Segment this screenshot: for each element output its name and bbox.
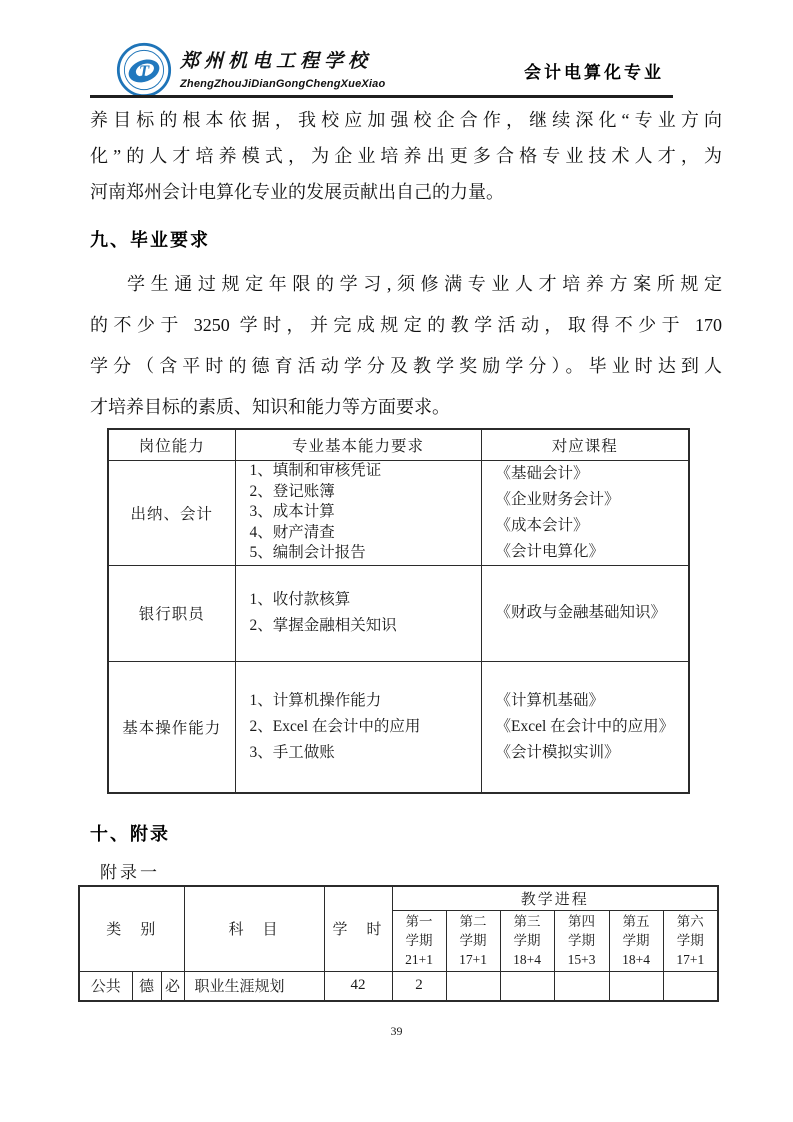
hours-header-cell: 学 时 bbox=[324, 886, 392, 971]
course-item: 《计算机基础》 bbox=[495, 691, 605, 709]
svg-text:T: T bbox=[138, 61, 150, 81]
ability-item: 1、计算机操作能力 bbox=[249, 691, 382, 709]
semester-name: 第一 bbox=[405, 914, 433, 929]
category-cell: 公共 bbox=[79, 971, 132, 1001]
ability-item: 5、编制会计报告 bbox=[249, 544, 366, 562]
semester-value-cell bbox=[663, 971, 718, 1001]
ability-item: 2、登记账簿 bbox=[249, 482, 335, 500]
ability-item: 1、填制和审核凭证 bbox=[249, 462, 382, 480]
semester-weeks: 18+4 bbox=[622, 952, 650, 967]
table1-header-abilities: 专业基本能力要求 bbox=[235, 429, 481, 460]
ability-item: 1、收付款核算 bbox=[249, 591, 351, 608]
semester-weeks: 15+3 bbox=[567, 952, 596, 967]
position-cell: 基本操作能力 bbox=[108, 661, 235, 793]
courses-cell bbox=[481, 661, 689, 793]
semester-name: 学期 bbox=[459, 933, 487, 948]
course-item: 《成本会计》 bbox=[495, 516, 589, 534]
ability-item: 3、成本计算 bbox=[249, 503, 335, 521]
category-sub-cell-required: 必 bbox=[161, 971, 184, 1001]
semester-name: 第二 bbox=[459, 914, 487, 929]
ability-item: 3、手工做账 bbox=[249, 743, 335, 761]
semester-header-cell bbox=[609, 910, 663, 971]
graduation-line: 学生通过规定年限的学习,须修满专业人才培养方案所规定 bbox=[127, 274, 722, 294]
semester-weeks: 21+1 bbox=[405, 952, 433, 967]
subject-cell: 职业生涯规划 bbox=[184, 971, 324, 1001]
table1-header-row bbox=[108, 429, 689, 460]
semester-weeks: 18+4 bbox=[513, 952, 541, 967]
course-item: 《财政与金融基础知识》 bbox=[495, 604, 667, 621]
semester-value-cell bbox=[446, 971, 500, 1001]
semester-weeks: 17+1 bbox=[676, 952, 705, 967]
position-cell: 出纳、会计 bbox=[108, 460, 235, 565]
semester-header-cell bbox=[392, 910, 446, 971]
category-header-cell: 类 别 bbox=[79, 886, 184, 971]
semester-name: 学期 bbox=[405, 933, 433, 948]
table1-row-cashier-accountant bbox=[108, 460, 689, 565]
intro-line: 养目标的根本依据，我校应加强校企合作，继续深化“专业方向 bbox=[90, 110, 722, 130]
course-item: 《基础会计》 bbox=[495, 464, 589, 482]
semester-header-cell bbox=[554, 910, 609, 971]
semester-name: 学期 bbox=[622, 933, 650, 948]
ability-item: 2、Excel 在会计中的应用 bbox=[249, 717, 421, 735]
abilities-cell bbox=[235, 661, 481, 793]
course-item: 《企业财务会计》 bbox=[495, 490, 620, 508]
table2-data-row bbox=[79, 971, 718, 1001]
section-heading-appendix: 十、附录 bbox=[90, 824, 170, 844]
table1-header-position: 岗位能力 bbox=[108, 429, 235, 460]
section-heading-graduation: 九、毕业要求 bbox=[90, 230, 210, 250]
school-name: 郑州机电工程学校 bbox=[180, 51, 373, 72]
category-sub-cell-moral: 德 bbox=[132, 971, 161, 1001]
course-item: 《会计模拟实训》 bbox=[495, 743, 620, 761]
curriculum-table bbox=[78, 885, 719, 1002]
semester-name: 第四 bbox=[568, 914, 596, 929]
semester-value-cell bbox=[609, 971, 663, 1001]
semester-value-cell bbox=[500, 971, 554, 1001]
semester-weeks: 17+1 bbox=[459, 952, 487, 967]
table2-header-row-1 bbox=[79, 886, 718, 910]
semester-name: 学期 bbox=[513, 933, 541, 948]
major-title: 会计电算化专业 bbox=[524, 63, 664, 82]
semester-header-cell bbox=[500, 910, 554, 971]
hours-cell: 42 bbox=[324, 971, 392, 1001]
courses-cell bbox=[481, 460, 689, 565]
semester-name: 第六 bbox=[676, 914, 704, 929]
graduation-line: 学分（含平时的德育活动学分及教学奖励学分）。毕业时达到人 bbox=[90, 356, 722, 376]
table1-row-basic-operation bbox=[108, 661, 689, 793]
ability-item: 4、财产清查 bbox=[249, 523, 335, 541]
position-cell: 银行职员 bbox=[108, 565, 235, 661]
teaching-progress-header-cell: 教学进程 bbox=[392, 886, 718, 910]
semester-name: 学期 bbox=[676, 933, 704, 948]
semester-name: 第五 bbox=[622, 914, 650, 929]
semester-value-cell: 2 bbox=[392, 971, 446, 1001]
courses-cell bbox=[481, 565, 689, 661]
school-logo-icon bbox=[116, 42, 172, 98]
table1-header-courses: 对应课程 bbox=[481, 429, 689, 460]
graduation-line: 才培养目标的素质、知识和能力等方面要求。 bbox=[90, 397, 450, 417]
course-item: 《会计电算化》 bbox=[495, 542, 605, 560]
semester-name: 第三 bbox=[513, 914, 541, 929]
graduation-line: 的不少于 3250 学时，并完成规定的教学活动，取得不少于 170 bbox=[90, 315, 722, 335]
abilities-cell bbox=[235, 460, 481, 565]
intro-paragraph bbox=[90, 102, 722, 210]
subject-header-cell: 科 目 bbox=[184, 886, 324, 971]
intro-line: 化”的人才培养模式，为企业培养出更多合格专业技术人才，为 bbox=[90, 146, 722, 166]
semester-header-cell bbox=[663, 910, 718, 971]
abilities-cell bbox=[235, 565, 481, 661]
header-rule bbox=[90, 95, 673, 98]
ability-item: 2、掌握金融相关知识 bbox=[249, 617, 397, 634]
page-number: 39 bbox=[390, 1024, 403, 1038]
semester-header-cell bbox=[446, 910, 500, 971]
intro-line: 河南郑州会计电算化专业的发展贡献出自己的力量。 bbox=[90, 182, 504, 202]
ability-course-table bbox=[107, 428, 690, 794]
table1-row-bank-clerk bbox=[108, 565, 689, 661]
school-identity bbox=[180, 46, 385, 90]
semester-value-cell bbox=[554, 971, 609, 1001]
appendix-subtitle: 附录一 bbox=[100, 863, 160, 882]
school-pinyin: ZhengZhouJiDianGongChengXueXiao bbox=[180, 78, 386, 90]
semester-name: 学期 bbox=[568, 933, 596, 948]
course-item: 《Excel 在会计中的应用》 bbox=[495, 717, 675, 735]
graduation-paragraph bbox=[90, 264, 722, 428]
